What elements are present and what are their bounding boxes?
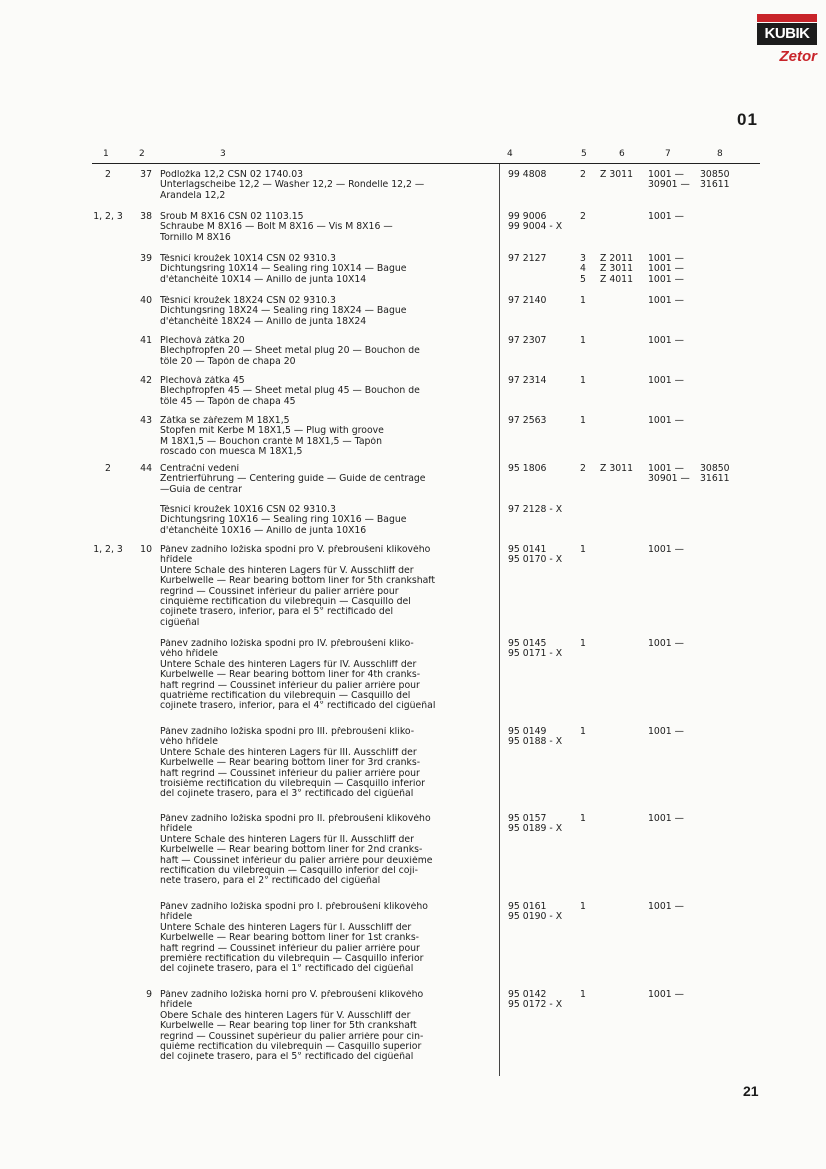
description-cell-line: Obere Schale des hinteren Lagers für V. Ausschliff der — [160, 1010, 411, 1021]
quantity-cell-line: 1 — [580, 544, 586, 555]
description-cell-line: hřídele — [160, 912, 193, 923]
part-number-cell-line: 95 0157 — [508, 813, 547, 824]
description-cell-line: Dichtungsring 10X14 — Sealing ring 10X14 — Bague — [160, 264, 407, 275]
part-number-cell — [508, 376, 578, 386]
logo-red-bar — [757, 14, 817, 22]
description-cell-line: cinquième rectification du vilebrequin — Casquillo del — [160, 597, 411, 608]
part-number-cell-line: 95 0149 — [508, 726, 547, 737]
serial-from-cell — [648, 727, 696, 737]
description-cell-line: del cojinete trasero, para el 5° rectificado del cigüeñal — [160, 1052, 414, 1063]
description-cell-line: vého hřídele — [160, 649, 218, 660]
position-cell: 38 — [140, 211, 152, 222]
serial-from-cell-line: 1001 — — [648, 263, 684, 275]
description-cell-line: quième rectification du vilebrequin — Casquillo superior — [160, 1042, 422, 1053]
part-number-cell — [508, 212, 578, 233]
column-header-2: 2 — [139, 149, 145, 159]
part-number-cell-line: 95 0188 - X — [508, 736, 563, 748]
part-number-cell-line: 99 9006 — [508, 211, 547, 222]
model-cell — [600, 254, 644, 285]
description-cell-line: Untere Schale des hinteren Lagers für IV. Ausschliff der — [160, 659, 417, 670]
description-cell — [160, 254, 482, 285]
quantity-cell-line: 1 — [580, 638, 586, 649]
part-number-cell — [508, 639, 578, 660]
description-cell-line: rectification du vilebrequin — Casquillo inferior del coji- — [160, 866, 418, 877]
part-number-cell — [508, 416, 578, 426]
serial-from-cell — [648, 212, 696, 222]
description-cell-line: Kurbelwelle — Rear bearing bottom liner for 2nd cranks- — [160, 845, 423, 856]
quantity-cell-line: 1 — [580, 335, 586, 346]
part-number-cell-line: 95 1806 — [508, 463, 547, 474]
description-cell-line: Pánev zadního ložiska spodní pro III. přebroušení kliko- — [160, 727, 415, 737]
position-cell: 43 — [140, 415, 152, 426]
position-cell: 44 — [140, 463, 152, 474]
description-cell — [160, 814, 482, 887]
quantity-cell — [576, 376, 590, 386]
serial-from-cell-line: 1001 — — [648, 253, 684, 264]
model-cell-line: Z 3011 — [600, 169, 633, 180]
description-cell-line: d'étanchéité 18X24 — Anillo de junta 18X24 — [160, 316, 367, 327]
description-cell-line: Untere Schale des hinteren Lagers für III. Ausschliff der — [160, 747, 417, 758]
part-number-cell-line: 99 9004 - X — [508, 221, 563, 233]
position-cell: 42 — [140, 375, 152, 386]
serial-from-cell — [648, 170, 696, 191]
model-cell-line: Z 2011 — [600, 253, 633, 264]
model-cell-line: Z 3011 — [600, 263, 633, 275]
description-cell-line: Blechpfropfen 20 — Sheet metal plug 20 — Bouchon de — [160, 346, 420, 357]
part-number-cell-line: 97 2140 — [508, 295, 547, 306]
serial-from-cell-line: 1001 — — [648, 375, 684, 386]
serial-from-cell-line: 1001 — — [648, 726, 684, 737]
part-number-cell-line: 95 0171 - X — [508, 648, 563, 660]
part-number-cell — [508, 902, 578, 923]
serial-from-cell-line: 1001 — — [648, 335, 684, 346]
description-cell-line: hřídele — [160, 1000, 193, 1011]
part-number-cell — [508, 545, 578, 566]
model-cell-line: Z 3011 — [600, 463, 633, 474]
serial-from-cell — [648, 639, 696, 649]
description-cell-line: hřídele — [160, 555, 193, 566]
column-header-8: 8 — [717, 149, 723, 159]
description-cell — [160, 416, 482, 458]
description-cell-line: Těsnicí kroužek 10X14 ČSN 02 9310.3 — [160, 254, 336, 264]
part-number-cell — [508, 505, 578, 515]
logo-kubik-text: KUBIK — [757, 23, 817, 45]
description-cell-line: hřídele — [160, 824, 193, 835]
column-header-6: 6 — [619, 149, 625, 159]
description-cell-line: Kurbelwelle — Rear bearing bottom liner for 4th cranks- — [160, 670, 421, 681]
quantity-cell-line: 2 — [580, 211, 586, 222]
description-cell-line: Pánev zadního ložiska spodní pro I. přebroušení klikového — [160, 902, 428, 912]
position-cell: 40 — [140, 295, 152, 306]
quantity-cell-line: 1 — [580, 415, 586, 426]
model-cell-line: Z 4011 — [600, 273, 633, 285]
serial-to-cell-line: 31611 — [700, 473, 730, 485]
description-cell — [160, 902, 482, 975]
description-cell-line: Těsnicí kroužek 18X24 ČSN 02 9310.3 — [160, 296, 336, 306]
description-cell-line: Šroub M 8X16 ČSN 02 1103.15 — [160, 212, 304, 222]
serial-from-cell-line: 1001 — — [648, 463, 684, 474]
description-cell-line: Stopfen mit Kerbe M 18X1,5 — Plug with groove — [160, 426, 384, 437]
quantity-cell — [576, 727, 590, 737]
description-cell-line: haft regrind — Coussinet inférieur du palier arrière pour — [160, 943, 420, 954]
serial-from-cell — [648, 336, 696, 346]
description-cell-line: Podložka 12,2 ČSN 02 1740.03 — [160, 170, 304, 180]
description-cell-line: Centrační vedení — [160, 464, 240, 474]
serial-from-cell — [648, 464, 696, 485]
serial-from-cell-line: 1001 — — [648, 901, 684, 912]
part-number-cell-line: 97 2128 - X — [508, 504, 563, 515]
description-cell — [160, 296, 482, 327]
part-number-cell-line: 95 0172 - X — [508, 999, 563, 1011]
serial-from-cell — [648, 990, 696, 1000]
description-cell-line: Zentrierführung — Centering guide — Guide de centrage — [160, 474, 426, 485]
part-number-cell-line: 95 0145 — [508, 638, 547, 649]
description-cell-line: Untere Schale des hinteren Lagers für I. Ausschliff der — [160, 922, 412, 933]
description-cell-line: del cojinete trasero, para el 1° rectificado del cigüeñal — [160, 964, 414, 975]
fig-ref-cell: 2 — [105, 169, 111, 180]
description-cell-line: d'étanchéité 10X16 — Anillo de junta 10X16 — [160, 525, 367, 536]
header-rule — [92, 163, 760, 164]
part-number-cell-line: 99 4808 — [508, 169, 547, 180]
quantity-cell — [576, 902, 590, 912]
description-cell-line: quatrième rectification du vilebrequin — Casquillo del — [160, 691, 411, 702]
serial-from-cell — [648, 545, 696, 555]
serial-from-cell-line: 30901 — — [648, 473, 690, 485]
description-cell-line: Tornillo M 8X16 — [160, 232, 231, 243]
part-number-cell-line: 95 0190 - X — [508, 911, 563, 923]
column-divider — [499, 164, 500, 1076]
quantity-cell-line: 1 — [580, 375, 586, 386]
column-header-3: 3 — [220, 149, 226, 159]
description-cell-line: roscado con muesca M 18X1,5 — [160, 447, 303, 458]
description-cell — [160, 336, 482, 367]
serial-from-cell-line: 1001 — — [648, 813, 684, 824]
quantity-cell-line: 1 — [580, 901, 586, 912]
quantity-cell-line: 2 — [580, 169, 586, 180]
description-cell-line: Plechová zátka 45 — [160, 376, 245, 386]
column-header-1: 1 — [103, 149, 109, 159]
description-cell-line: Plechová zátka 20 — [160, 336, 245, 346]
quantity-cell — [576, 416, 590, 426]
position-cell: 10 — [140, 544, 152, 555]
part-number-cell — [508, 990, 578, 1011]
quantity-cell-line: 5 — [580, 273, 586, 285]
description-cell-line: Těsnicí kroužek 10X16 ČSN 02 9310.3 — [160, 505, 336, 515]
description-cell — [160, 376, 482, 407]
quantity-cell — [576, 814, 590, 824]
serial-from-cell — [648, 814, 696, 824]
description-cell-line: tôle 20 — Tapón de chapa 20 — [160, 356, 296, 367]
description-cell — [160, 170, 482, 201]
part-number-cell-line: 95 0141 — [508, 544, 547, 555]
part-number-cell — [508, 336, 578, 346]
serial-from-cell-line: 1001 — — [648, 273, 684, 285]
part-number-cell-line: 97 2127 — [508, 253, 547, 264]
quantity-cell-line: 1 — [580, 726, 586, 737]
serial-to-cell — [700, 170, 740, 191]
quantity-cell — [576, 296, 590, 306]
description-cell-line: première rectification du vilebrequin — Casquillo inferior — [160, 954, 424, 965]
part-number-cell-line: 97 2307 — [508, 335, 547, 346]
description-cell-line: cigüeñal — [160, 617, 200, 628]
part-number-cell — [508, 254, 578, 264]
column-header-5: 5 — [581, 149, 587, 159]
part-number-cell — [508, 727, 578, 748]
description-cell — [160, 639, 482, 712]
quantity-cell — [576, 170, 590, 180]
serial-from-cell-line: 1001 — — [648, 169, 684, 180]
position-cell: 37 — [140, 169, 152, 180]
model-cell — [600, 464, 644, 474]
serial-to-cell-line: 30850 — [700, 463, 730, 474]
serial-from-cell-line: 1001 — — [648, 211, 684, 222]
serial-from-cell-line: 1001 — — [648, 415, 684, 426]
description-cell-line: regrind — Coussinet supérieur du palier arrière pour cin- — [160, 1031, 424, 1042]
description-cell-line: nete trasero, para el 2° rectificado del cigüeñal — [160, 876, 381, 887]
column-header-4: 4 — [507, 149, 513, 159]
quantity-cell-line: 1 — [580, 813, 586, 824]
description-cell-line: M 18X1,5 — Bouchon cranté M 18X1,5 — Tapón — [160, 436, 382, 447]
quantity-cell — [576, 464, 590, 474]
description-cell — [160, 505, 482, 536]
position-cell: 41 — [140, 335, 152, 346]
description-cell-line: cojinete trasero, inferior, para el 5° rectificado del — [160, 607, 394, 618]
description-cell — [160, 727, 482, 800]
description-cell-line: Kurbelwelle — Rear bearing bottom liner for 1st cranks- — [160, 933, 420, 944]
description-cell-line: Unterlagscheibe 12,2 — Washer 12,2 — Rondelle 12,2 — — [160, 180, 425, 191]
description-cell-line: troisième rectification du vilebrequin — Casquillo inferior — [160, 779, 425, 790]
description-cell-line: Schraube M 8X16 — Bolt M 8X16 — Vis M 8X16 — — [160, 222, 393, 233]
quantity-cell-line: 1 — [580, 295, 586, 306]
serial-from-cell — [648, 902, 696, 912]
description-cell-line: regrind — Coussinet inférieur du palier arrière pour — [160, 586, 399, 597]
description-cell-line: Pánev zadního ložiska spodní pro II. přebroušení klikového — [160, 814, 431, 824]
description-cell-line: tôle 45 — Tapón de chapa 45 — [160, 396, 296, 407]
position-cell: 39 — [140, 253, 152, 264]
serial-from-cell-line: 1001 — — [648, 544, 684, 555]
description-cell-line: Arandela 12,2 — [160, 190, 226, 201]
part-number-cell-line: 97 2563 — [508, 415, 547, 426]
part-number-cell-line: 95 0189 - X — [508, 823, 563, 835]
description-cell-line: vého hřídele — [160, 737, 218, 748]
quantity-cell — [576, 639, 590, 649]
serial-to-cell-line: 30850 — [700, 169, 730, 180]
description-cell — [160, 464, 482, 495]
part-number-cell — [508, 814, 578, 835]
part-number-cell-line: 95 0142 — [508, 989, 547, 1000]
page-number: 21 — [743, 1083, 759, 1099]
section-number: 01 — [737, 110, 758, 129]
description-cell-line: Pánev zadního ložiska spodní pro V. přebroušení klikového — [160, 545, 431, 555]
serial-from-cell-line: 1001 — — [648, 638, 684, 649]
description-cell-line: cojinete trasero, inferior, para el 4° rectificado del cigüeñal — [160, 701, 436, 712]
quantity-cell — [576, 212, 590, 222]
quantity-cell — [576, 545, 590, 555]
fig-ref-cell: 1, 2, 3 — [93, 544, 123, 555]
serial-from-cell-line: 30901 — — [648, 179, 690, 191]
description-cell-line: Dichtungsring 18X24 — Sealing ring 18X24 — Bague — [160, 306, 407, 317]
logo-zetor-text: Zetor — [779, 48, 817, 65]
description-cell-line: Kurbelwelle — Rear bearing top liner for 5th crankshaft — [160, 1021, 417, 1032]
serial-from-cell — [648, 416, 696, 426]
description-cell-line: Blechpfropfen 45 — Sheet metal plug 45 — Bouchon de — [160, 386, 420, 397]
serial-from-cell-line: 1001 — — [648, 989, 684, 1000]
quantity-cell-line: 4 — [580, 263, 586, 275]
part-number-cell-line: 95 0161 — [508, 901, 547, 912]
quantity-cell — [576, 254, 590, 285]
description-cell-line: Dichtungsring 10X16 — Sealing ring 10X16 — Bague — [160, 515, 407, 526]
description-cell-line: del cojinete trasero, para el 3° rectificado del cigüeñal — [160, 789, 414, 800]
description-cell-line: Kurbelwelle — Rear bearing bottom liner for 5th crankshaft — [160, 576, 436, 587]
quantity-cell-line: 3 — [580, 253, 586, 264]
part-number-cell — [508, 296, 578, 306]
column-header-7: 7 — [665, 149, 671, 159]
part-number-cell — [508, 170, 578, 180]
serial-from-cell — [648, 296, 696, 306]
part-number-cell-line: 95 0170 - X — [508, 554, 563, 566]
quantity-cell-line: 2 — [580, 463, 586, 474]
position-cell: 9 — [146, 989, 152, 1000]
part-number-cell — [508, 464, 578, 474]
description-cell-line: Zátka se zářezem M 18X1,5 — [160, 416, 290, 426]
serial-from-cell — [648, 376, 696, 386]
description-cell-line: Untere Schale des hinteren Lagers für II. Ausschliff der — [160, 834, 414, 845]
serial-from-cell — [648, 254, 696, 285]
fig-ref-cell: 1, 2, 3 — [93, 211, 123, 222]
description-cell — [160, 212, 482, 243]
kubik-zetor-logo — [757, 14, 817, 70]
description-cell-line: haft regrind — Coussinet inférieur du palier arrière pour — [160, 680, 420, 691]
part-number-cell-line: 97 2314 — [508, 375, 547, 386]
description-cell — [160, 990, 482, 1063]
serial-to-cell-line: 31611 — [700, 179, 730, 191]
description-cell-line: Untere Schale des hinteren Lagers für V. Ausschliff der — [160, 565, 414, 576]
quantity-cell-line: 1 — [580, 989, 586, 1000]
description-cell-line: Pánev zadního ložiska spodní pro IV. přebroušení kliko- — [160, 639, 414, 649]
serial-to-cell — [700, 464, 740, 485]
serial-from-cell-line: 1001 — — [648, 295, 684, 306]
description-cell-line: —Guía de centrar — [160, 484, 242, 495]
description-cell-line: haft regrind — Coussinet inférieur du palier arrière pour — [160, 768, 420, 779]
description-cell-line: Pánev zadního ložiska horní pro V. přebroušení klikového — [160, 990, 424, 1000]
fig-ref-cell: 2 — [105, 463, 111, 474]
description-cell-line: d'étanchéité 10X14 — Anillo de junta 10X14 — [160, 274, 367, 285]
quantity-cell — [576, 336, 590, 346]
description-cell-line: haft — Coussinet inférieur du palier arrière pour deuxième — [160, 855, 433, 866]
description-cell-line: Kurbelwelle — Rear bearing bottom liner for 3rd cranks- — [160, 758, 421, 769]
model-cell — [600, 170, 644, 180]
description-cell — [160, 545, 482, 628]
quantity-cell — [576, 990, 590, 1000]
